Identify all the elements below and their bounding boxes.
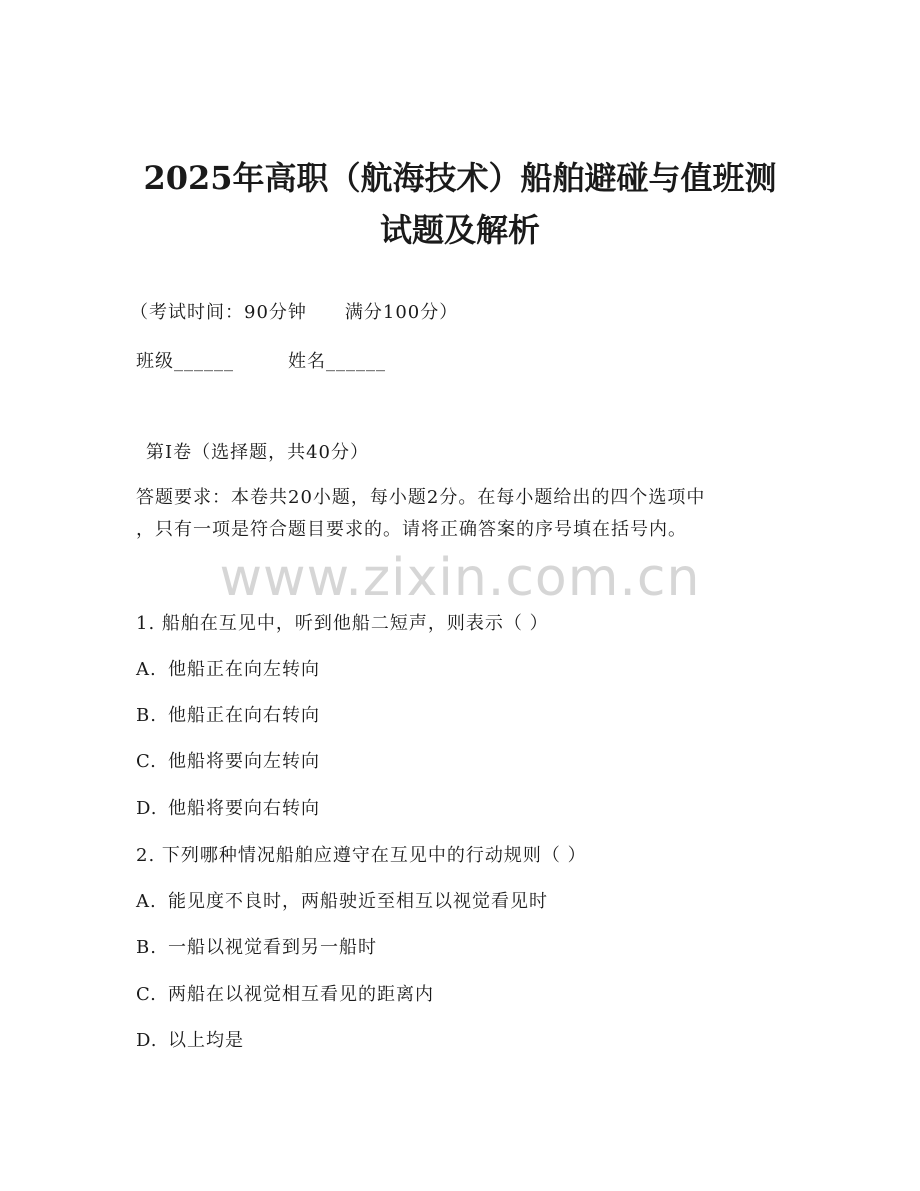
option-label: A. <box>136 659 157 680</box>
section-heading: 第Ⅰ卷（选择题，共40分） <box>146 442 370 463</box>
question-2-stem: 2. 下列哪种情况船舶应遵守在互见中的行动规则（ ） <box>136 845 587 866</box>
option-text: 他船正在向左转向 <box>168 659 320 680</box>
option-text: 他船正在向右转向 <box>168 705 320 726</box>
option-label: C. <box>136 751 157 772</box>
option-text: 两船在以视觉相互看见的距离内 <box>168 984 434 1005</box>
student-info-row <box>136 349 386 375</box>
option-label: B. <box>136 705 157 726</box>
option-label: A. <box>136 891 157 912</box>
option-text: 以上均是 <box>168 1030 244 1051</box>
instructions-line-2: ，只有一项是符合题目要求的。请将正确答案的序号填在括号内。 <box>136 519 687 540</box>
question-1-option-d <box>136 796 320 822</box>
option-text: 一船以视觉看到另一船时 <box>168 937 377 958</box>
watermark: www.zixin.com.cn <box>219 548 701 608</box>
document-title <box>100 152 820 256</box>
question-1-stem: 1. 船舶在互见中，听到他船二短声，则表示（ ） <box>136 613 549 634</box>
question-2-option-c <box>136 982 434 1008</box>
option-text: 他船将要向右转向 <box>168 798 320 819</box>
question-1-option-b <box>136 703 320 729</box>
option-text: 能见度不良时，两船驶近至相互以视觉看见时 <box>168 891 548 912</box>
question-2-option-b <box>136 935 377 961</box>
option-label: D. <box>136 798 158 819</box>
title-line-1: 2025年高职（航海技术）船舶避碰与值班测 <box>143 159 777 197</box>
question-1-option-c <box>136 749 320 775</box>
instructions-line-1: 答题要求：本卷共20小题，每小题2分。在每小题给出的四个选项中 <box>136 487 706 508</box>
title-line-2: 试题及解析 <box>379 211 540 249</box>
name-field-label: 姓名______ <box>288 351 386 372</box>
option-label: C. <box>136 984 157 1005</box>
option-label: B. <box>136 937 157 958</box>
exam-info: （考试时间：90分钟 满分100分） <box>130 302 459 323</box>
question-1-option-a <box>136 657 320 683</box>
class-field-label: 班级______ <box>136 351 234 372</box>
question-2-option-d <box>136 1028 244 1054</box>
option-label: D. <box>136 1030 158 1051</box>
option-text: 他船将要向左转向 <box>168 751 320 772</box>
question-2-option-a <box>136 889 548 915</box>
